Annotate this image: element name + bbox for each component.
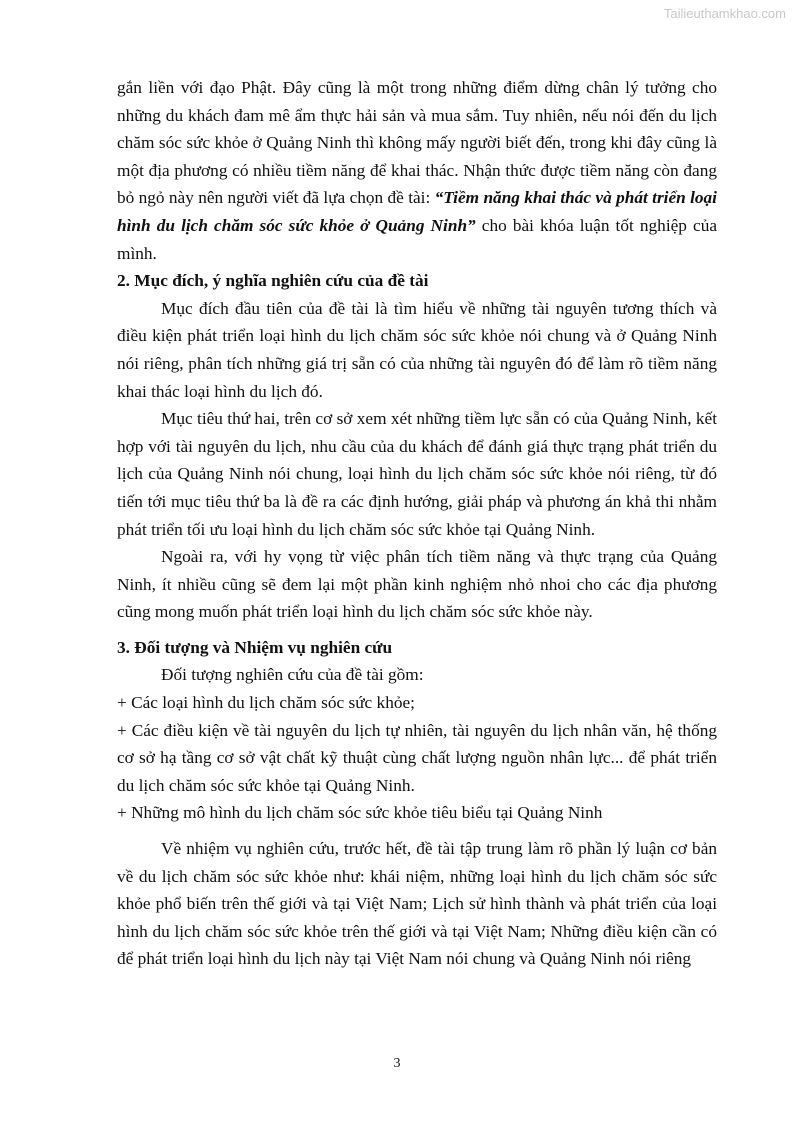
paragraph-purpose-2: Mục tiêu thứ hai, trên cơ sở xem xét những tiềm lực sẵn có của Quảng Ninh, kết hợp với tài nguyên du lịch, nhu cầu của du khách để đánh giá thực trạng phát triển du lịch của Quảng Ninh nói chung, loại hình du lịch chăm sóc sức khỏe nói riêng, từ đó tiến tới mục tiêu thứ ba là đề ra các định hướng, giải pháp và phương án khả thi nhằm phát triển tối ưu loại hình du lịch chăm sóc sức khỏe tại Quảng Ninh. xyxy=(117,409,717,539)
paragraph-tasks: Về nhiệm vụ nghiên cứu, trước hết, đề tài tập trung làm rõ phần lý luận cơ bản về du lịch chăm sóc sức khỏe như: khái niệm, những loại hình du lịch chăm sóc sức khỏe phổ biến trên thế giới và tại Việt Nam; Lịch sử hình thành và phát triển của loại hình du lịch chăm sóc sức khỏe trên thế giới và tại Việt Nam; Những điều kiện cần có để phát triển loại hình du lịch này tại Việt Nam nói chung và Quảng Ninh nói riêng xyxy=(117,839,717,969)
thesis-title: “Tiềm năng khai thác và phát triển loại hình du lịch chăm sóc sức khỏe ở Quảng Ninh” xyxy=(117,188,717,235)
section-heading-3: 3. Đối tượng và Nhiệm vụ nghiên cứu xyxy=(117,637,393,657)
page-number: 3 xyxy=(393,1056,401,1071)
intro-text-end: cho bài khóa luận tốt nghiệp của mình. xyxy=(117,215,717,263)
paragraph-objects-lead: Đối tượng nghiên cứu của đề tài gồm: xyxy=(161,665,424,685)
list-item: + Các điều kiện về tài nguyên du lịch tự nhiên, tài nguyên du lịch nhân văn, hệ thống cơ sở hạ tầng cơ sở vật chất kỹ thuật cùng chất lượng nguồn nhân lực... để phát triển du lịch chăm sóc sức khỏe tại Quảng Ninh. xyxy=(117,720,717,795)
paragraph-purpose-3: Ngoài ra, với hy vọng từ việc phân tích tiềm năng và thực trạng của Quảng Ninh, ít nhiều cũng sẽ đem lại một phần kinh nghiệm nhỏ nhoi cho các địa phương cũng mong muốn phát triển loại hình du lịch chăm sóc sức khỏe này. xyxy=(117,547,717,622)
list-item: + Các loại hình du lịch chăm sóc sức khỏe; xyxy=(117,693,415,713)
paragraph-purpose-1: Mục đích đầu tiên của đề tài là tìm hiểu về những tài nguyên tương thích và điều kiện phát triển loại hình du lịch chăm sóc sức khỏe nói chung và ở Quảng Ninh nói riêng, phân tích những giá trị sẵn có của những tài nguyên đó để làm rõ tiềm năng khai thác loại hình du lịch đó. xyxy=(117,298,717,401)
list-item: + Những mô hình du lịch chăm sóc sức khỏe tiêu biểu tại Quảng Ninh xyxy=(117,803,603,823)
intro-text: gắn liền với đạo Phật. Đây cũng là một trong những điểm dừng chân lý tưởng cho những du khách đam mê ẩm thực hải sản và mua sắm. Tuy nhiên, nếu nói đến du lịch chăm sóc sức khỏe ở Quảng Ninh thì không mấy người biết đến, trong khi đây cũng là một địa phương có nhiều tiềm năng để khai thác. Nhận thức được tiềm năng còn đang bỏ ngỏ này nên người viết đã lựa chọn đề tài: xyxy=(117,78,717,208)
paragraph-intro xyxy=(117,74,717,267)
watermark: Tailieuthamkhao.com xyxy=(663,6,786,21)
document-body xyxy=(117,74,717,973)
section-heading-2: 2. Mục đích, ý nghĩa nghiên cứu của đề tài xyxy=(117,271,429,291)
